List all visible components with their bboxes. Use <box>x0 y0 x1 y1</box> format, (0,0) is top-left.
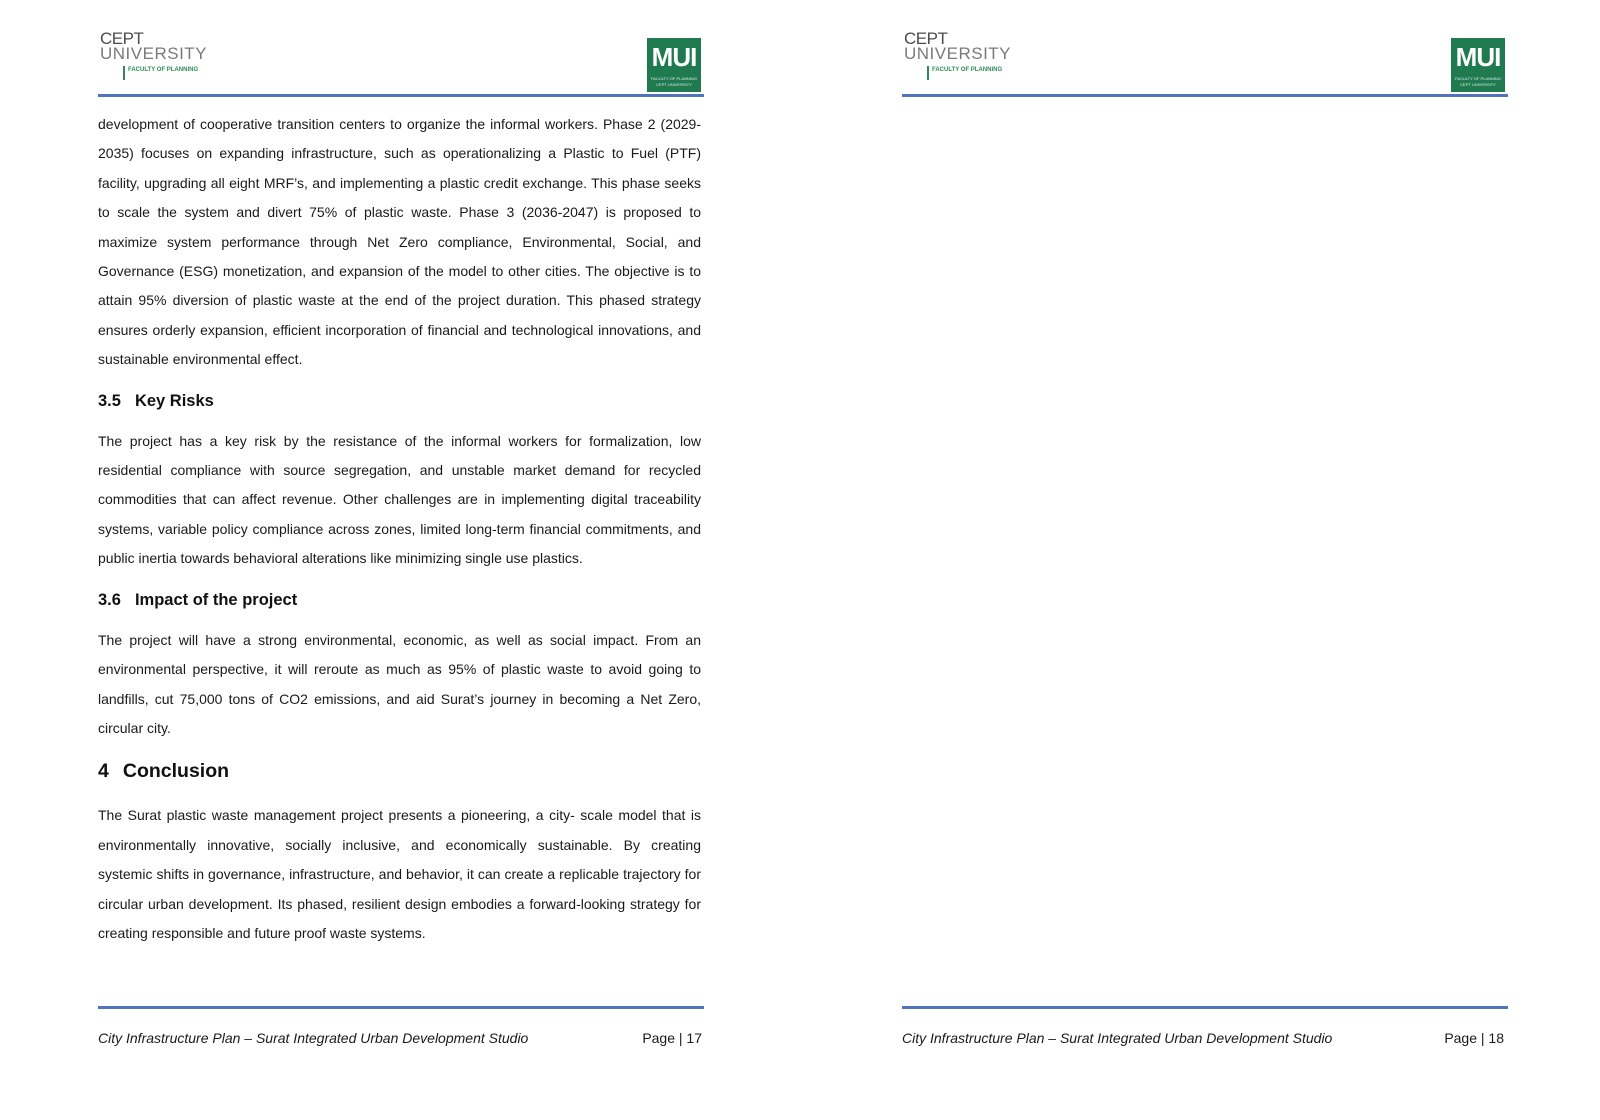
mui-logo-sub1: FACULTY OF PLANNING <box>651 76 697 81</box>
section-number: 3.6 <box>98 590 121 609</box>
header-rule <box>902 94 1508 97</box>
impact-paragraph: The project will have a strong environmental, economic, as well as social impact. From an environmental perspective, it will reroute as much as 95% of plastic waste to avoid going to landfills, cut 75,000 tons of CO2 emissions, and aid Surat’s journey in becoming a Net Zero, circular city. <box>98 631 701 736</box>
section-title: Key Risks <box>134 391 214 410</box>
cept-logo-bar <box>927 66 929 80</box>
mui-logo <box>647 38 701 92</box>
mui-logo-sub2: CEPT UNIVERSITY <box>656 82 692 87</box>
chapter-heading-conclusion <box>98 757 701 785</box>
footer-page-number: Page | 18 <box>1444 1030 1504 1046</box>
cept-logo-line2: UNIVERSITY <box>904 44 1012 63</box>
footer-title: City Infrastructure Plan – Surat Integrated Urban Development Studio <box>98 1030 529 1046</box>
mui-logo-sub1: FACULTY OF PLANNING <box>1455 76 1501 81</box>
conclusion-paragraph: The Surat plastic waste management project presents a pioneering, a city- scale model that is environmentally innovative, socially inclusive, and economically sustainable. By creating systemic shifts in governance, infrastructure, and behavior, it can create a replicable trajectory for circular urban development. Its phased, resilient design embodies a forward-looking strategy for creating responsible and future proof waste systems. <box>98 807 701 941</box>
cept-university-logo <box>100 30 210 86</box>
footer-rule <box>902 1006 1508 1009</box>
cept-logo-line1: CEPT <box>100 29 144 48</box>
document-page-18 <box>800 0 1600 1120</box>
cept-logo-line2: UNIVERSITY <box>100 44 208 63</box>
mui-logo-text: MUI <box>1455 42 1501 72</box>
section-heading-key-risks <box>98 389 701 413</box>
footer-title: City Infrastructure Plan – Surat Integrated Urban Development Studio <box>902 1030 1333 1046</box>
section-title: Impact of the project <box>134 590 298 609</box>
cept-logo-bar <box>123 66 125 80</box>
footer-rule <box>98 1006 704 1009</box>
page-content <box>98 110 701 948</box>
mui-logo <box>1451 38 1505 92</box>
footer-page-number: Page | 17 <box>642 1030 702 1046</box>
section-number: 3.5 <box>98 391 121 410</box>
key-risks-paragraph: The project has a key risk by the resistance of the informal workers for formalization, low residential compliance with source segregation, and unstable market demand for recycled commodities that can affect revenue. Other challenges are in implementing digital traceability systems, variable policy compliance across zones, limited long-term financial commitments, and public inertia towards behavioral alterations like minimizing single use plastics. <box>98 432 701 567</box>
mui-logo-sub2: CEPT UNIVERSITY <box>1460 82 1496 87</box>
header-rule <box>98 94 704 97</box>
chapter-number: 4 <box>98 760 109 783</box>
cept-logo-line3: FACULTY OF PLANNING <box>932 67 1003 73</box>
cept-logo-line1: CEPT <box>904 29 948 48</box>
intro-paragraph: development of cooperative transition centers to organize the informal workers. Phase 2 (2029-2035) focuses on expanding infrastructure, such as operationalizing a Plastic to Fuel (PTF) facility, upgrading all eight MRF’s, and implementing a plastic credit exchange. This phase seeks to scale the system and divert 75% of plastic waste. Phase 3 (2036-2047) is proposed to maximize system performance through Net Zero compliance, Environmental, Social, and Governance (ESG) monetization, and expansion of the model to other cities. The objective is to attain 95% diversion of plastic waste at the end of the project duration. This phased strategy ensures orderly expansion, efficient incorporation of financial and technological innovations, and sustainable environmental effect. <box>98 116 701 368</box>
section-heading-impact <box>98 588 701 612</box>
cept-logo-line3: FACULTY OF PLANNING <box>128 67 199 73</box>
chapter-title: Conclusion <box>122 760 230 783</box>
cept-university-logo <box>904 30 1014 86</box>
mui-logo-text: MUI <box>651 42 697 72</box>
